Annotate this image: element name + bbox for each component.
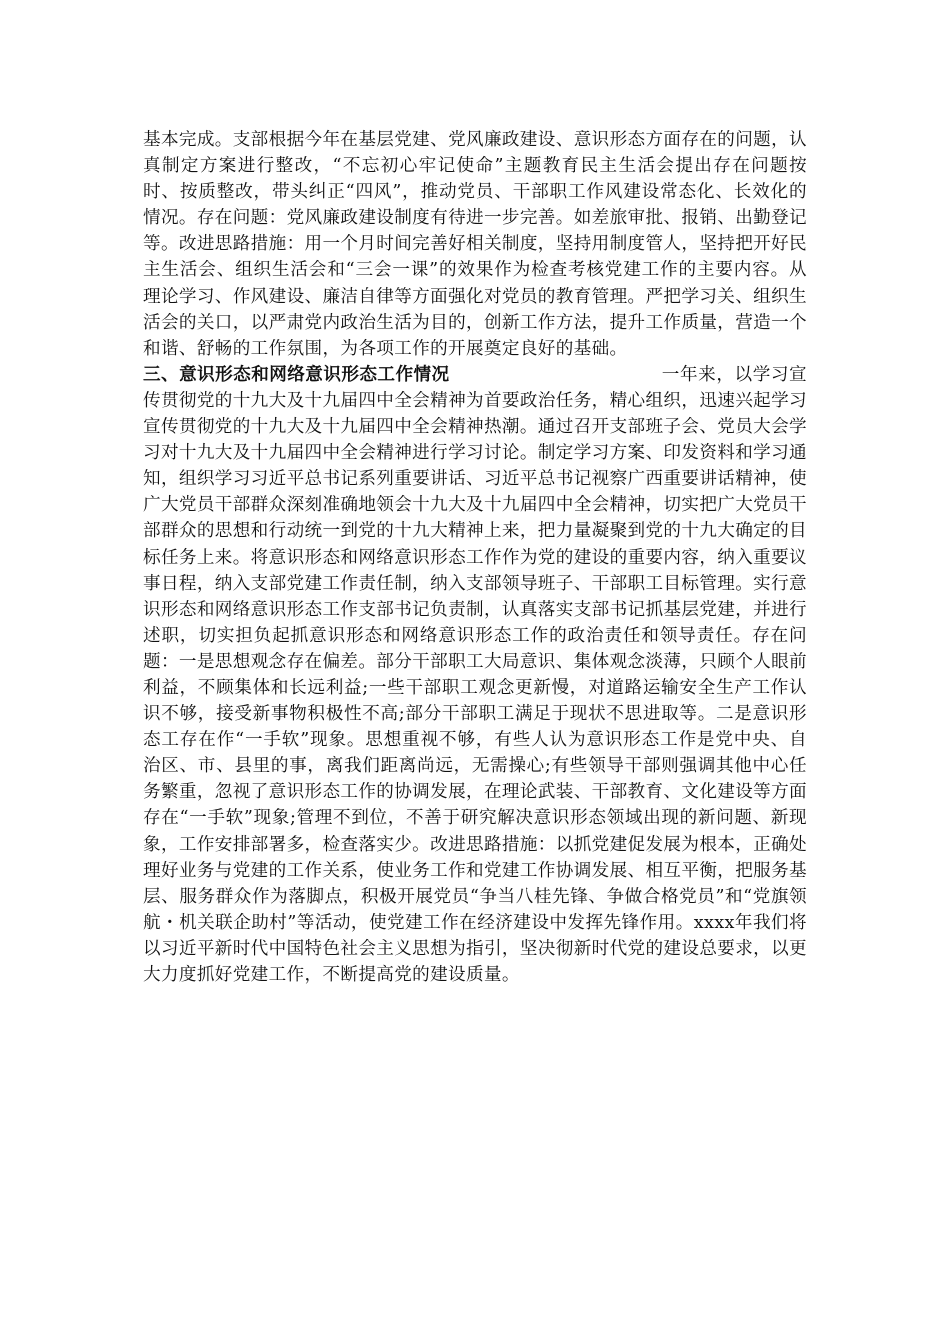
section-heading: 三、意识形态和网络意识形态工作情况 xyxy=(143,364,450,385)
section-body: 一年来，以学习宣传贯彻党的十九大及十九届四中全会精神为首要政治任务，精心组织，迅速兴起学习宣传贯彻党的十九大及十九届四中全会精神热潮。通过召开支部班子会、党员大会学习对十九大及十九届四中全会精神进行学习讨论。制定学习方案、印发资料和学习通知，组织学习习近平总书记系列重要讲话、习近平总书记视察广西重要讲话精神，使广大党员干部群众深刻准确地领会十九大及十九届四中全会精神，切实把广大党员干部群众的思想和行动统一到党的十九大精神上来，把力量凝聚到党的十九大确定的目标任务上来。将意识形态和网络意识形态工作作为党的建设的重要内容，纳入重要议事日程，纳入支部党建工作责任制，纳入支部领导班子、干部职工目标管理。实行意识形态和网络意识形态工作支部书记负责制，认真落实支部书记抓基层党建，并进行述职，切实担负起抓意识形态和网络意识形态工作的政治责任和领导责任。存在问题：一是思想观念存在偏差。部分干部职工大局意识、集体观念淡薄，只顾个人眼前利益，不顾集体和长远利益;一些干部职工观念更新慢，对道路运输安全生产工作认识不够，接受新事物积极性不高;部分干部职工满足于现状不思进取等。二是意识形态工存在作“一手软”现象。思想重视不够，有些人认为意识形态工作是党中央、自治区、市、县里的事，离我们距离尚远，无需操心;有些领导干部则强调其他中心任务繁重，忽视了意识形态工作的协调发展，在理论武装、干部教育、文化建设等方面存在“一手软”现象;管理不到位，不善于研究解决意识形态领域出现的新问题、新现象，工作安排部署多，检查落实少。改进思路措施：以抓党建促发展为根本，正确处理好业务与党建的工作关系，使业务工作和党建工作协调发展、相互平衡，把服务基层、服务群众作为落脚点，积极开展党员“争当八桂先锋、争做合格党员”和“党旗领航・机关联企助村”等活动，使党建工作在经济建设中发挥先锋作用。xxxx年我们将以习近平新时代中国特色社会主义思想为指引，坚决彻新时代党的建设总要求，以更大力度抓好党建工作，不断提高党的建设质量。 xyxy=(143,364,807,985)
section-ideology xyxy=(143,362,807,988)
document-page xyxy=(143,127,807,988)
paragraph-party-conduct: 基本完成。支部根据今年在基层党建、党风廉政建设、意识形态方面存在的问题，认真制定方案进行整改，“不忘初心牢记使命”主题教育民主生活会提出存在问题按时、按质整改，带头纠正“四风”，推动党员、干部职工作风建设常态化、长效化的情况。存在问题：党风廉政建设制度有待进一步完善。如差旅审批、报销、出勤登记等。改进思路措施：用一个月时间完善好相关制度，坚持用制度管人，坚持把开好民主生活会、组织生活会和“三会一课”的效果作为检查考核党建工作的主要内容。从理论学习、作风建设、廉洁自律等方面强化对党员的教育管理。严把学习关、组织生活会的关口，以严肃党内政治生活为目的，创新工作方法，提升工作质量，营造一个和谐、舒畅的工作氛围，为各项工作的开展奠定良好的基础。 xyxy=(143,130,807,359)
